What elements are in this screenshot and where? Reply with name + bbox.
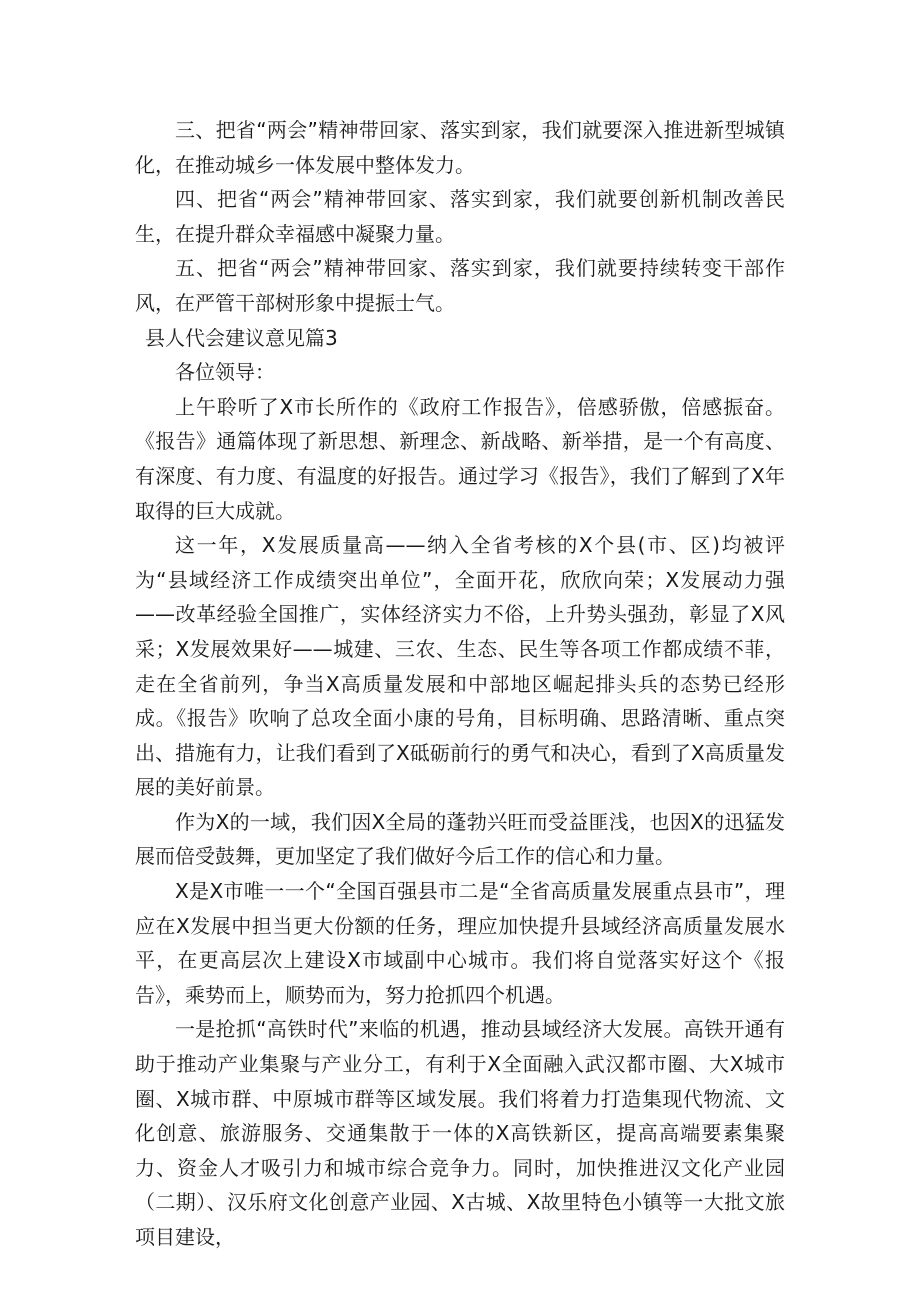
paragraph-year-achievements: 这一年，X发展质量高——纳入全省考核的X个县(市、区)均被评为“县域经济工作成绩突出单位”，全面开花，欣欣向荣；X发展动力强——改革经验全国推广，实体经济实力不俗，上升势头强劲，彰显了X风采；X发展效果好——城建、三农、生态、民生等各项工作都成绩不菲，走在全省前列，争当X高质量发展和中部地区崛起排头兵的态势已经形成。《报告》吹响了总攻全面小康的号角，目标明确、思路清晰、重点突出、措施有力，让我们看到了X砥砺前行的勇气和决心，看到了X高质量发展的美好前景。 xyxy=(135,533,785,800)
paragraph-four-opportunities: X是X市唯一一个“全国百强县市二是“全省高质量发展重点县市”，理应在X发展中担当更大份额的任务，理应加快提升县域经济高质量发展水平，在更高层次上建设X市域副中心城市。我们将自觉落实好这个《报告》，乘势而上，顺势而为，努力抢抓四个机遇。 xyxy=(135,879,785,1007)
salutation: 各位领导： xyxy=(175,360,275,385)
paragraph-three-measures: 三、把省“两会”精神带回家、落实到家，我们就要深入推进新型城镇化，在推动城乡一体发展中整体发力。 xyxy=(135,118,785,177)
paragraph-five-measures: 五、把省“两会”精神带回家、落实到家，我们就要持续转变干部作风，在严管干部树形象中提振士气。 xyxy=(135,256,785,315)
paragraph-high-speed-rail: 一是抢抓“高铁时代”来临的机遇，推动县域经济大发展。高铁开通有助于推动产业集聚与产业分工，有利于X全面融入武汉都市圈、大X城市圈、X城市群、中原城市群等区域发展。我们将着力打造集现代物流、文化创意、旅游服务、交通集散于一体的X高铁新区，提高高端要素集聚力、资金人才吸引力和城市综合竞争力。同时，加快推进汉文化产业园（二期）、汉乐府文化创意产业园、X古城、X故里特色小镇等一大批文旅项目建设， xyxy=(135,1017,785,1249)
paragraph-report-impression: 上午聆听了X市长所作的《政府工作报告》，倍感骄傲，倍感振奋。《报告》通篇体现了新思想、新理念、新战略、新举措，是一个有高度、有深度、有力度、有温度的好报告。通过学习《报告》，我们了解到了X年取得的巨大成就。 xyxy=(135,394,785,523)
section-heading: 县人代会建议意见篇3 xyxy=(145,325,338,350)
document-body xyxy=(135,113,785,1255)
paragraph-four-measures: 四、把省“两会”精神带回家、落实到家，我们就要创新机制改善民生，在提升群众幸福感中凝聚力量。 xyxy=(135,187,785,246)
paragraph-regional-role: 作为X的一域，我们因X全局的蓬勃兴旺而受益匪浅，也因X的迅猛发展而倍受鼓舞，更加坚定了我们做好今后工作的信心和力量。 xyxy=(135,809,785,869)
